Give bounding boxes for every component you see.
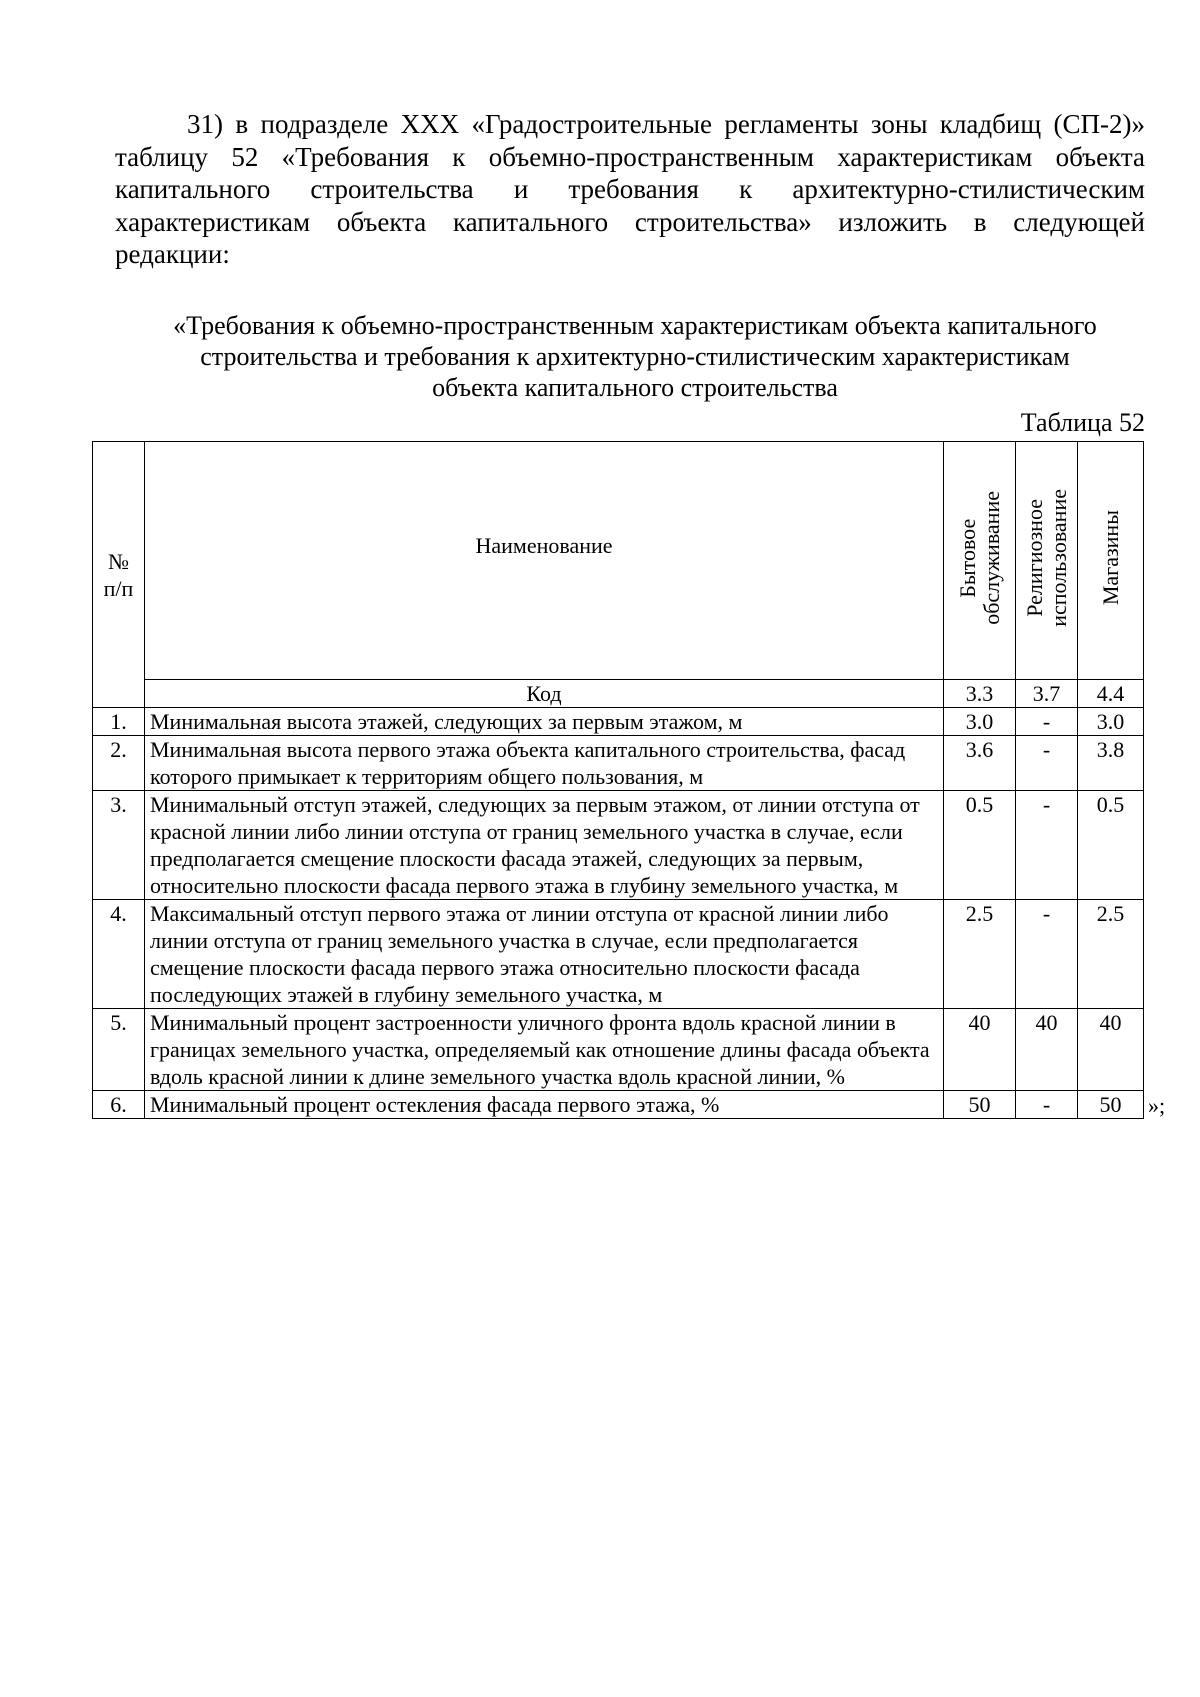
- heading-line-2: строительства и требования к архитектурно-стилистическим характеристикам: [200, 342, 1070, 371]
- row-name: Минимальная высота этажей, следующих за первым этажом, м: [145, 708, 944, 736]
- row-value: 3.8: [1078, 736, 1144, 791]
- table-row: [93, 1009, 1144, 1091]
- row-name: Минимальный процент остекления фасада первого этажа, %: [145, 1091, 944, 1119]
- code-value: 3.7: [1016, 680, 1078, 708]
- table-row: [93, 1091, 1144, 1119]
- header-col-shops: Магазины: [1078, 442, 1144, 680]
- row-number: 2.: [93, 736, 145, 791]
- table-heading: [100, 310, 1170, 403]
- row-value: -: [1016, 736, 1078, 791]
- row-value: 0.5: [1078, 791, 1144, 900]
- code-value: 3.3: [944, 680, 1016, 708]
- intro-paragraph: 31) в подразделе XXX «Градостроительные регламенты зоны кладбищ (СП-2)» таблицу 52 «Требования к объемно-пространственным характеристикам объекта капитального строительства и требования к архитектурно-стилистическим характеристикам объекта капитального строительства» изложить в следующей редакции:: [115, 109, 1145, 269]
- row-value: 0.5: [944, 791, 1016, 900]
- row-name: Минимальная высота первого этажа объекта капитального строительства, фасад которого примыкает к территориям общего пользования, м: [145, 736, 944, 791]
- header-col-household-services: Бытовое обслуживание: [944, 442, 1016, 680]
- row-number: 6.: [93, 1091, 145, 1119]
- row-number: 4.: [93, 900, 145, 1009]
- table-row: [93, 708, 1144, 736]
- row-value: 3.6: [944, 736, 1016, 791]
- row-value: 3.0: [944, 708, 1016, 736]
- row-value: 40: [1016, 1009, 1078, 1091]
- header-number-sign: №: [108, 548, 129, 574]
- row-number: 5.: [93, 1009, 145, 1091]
- row-number: 1.: [93, 708, 145, 736]
- row-value: 3.0: [1078, 708, 1144, 736]
- header-number: [93, 442, 145, 708]
- heading-line-1: «Требования к объемно-пространственным характеристикам объекта капитального: [173, 311, 1097, 340]
- table-row: [93, 900, 1144, 1009]
- row-value: 50: [1078, 1091, 1144, 1119]
- row-value: 2.5: [944, 900, 1016, 1009]
- table-number-label: Таблица 52: [1020, 408, 1145, 437]
- row-value: 40: [1078, 1009, 1144, 1091]
- header-col-religious-use: Религиозное использование: [1016, 442, 1078, 680]
- code-label: Код: [145, 680, 944, 708]
- row-number: 3.: [93, 791, 145, 900]
- closing-quote-mark: »;: [1148, 1092, 1166, 1118]
- row-value: 40: [944, 1009, 1016, 1091]
- row-name: Минимальный отступ этажей, следующих за первым этажом, от линии отступа от красной линии либо линии отступа от границ земельного участка в случае, если предполагается смещение плоскости фасада этажей, следующих за первым, относительно плоскости фасада первого этажа в глубину земельного участка, м: [145, 791, 944, 900]
- heading-line-3: объекта капитального строительства: [432, 373, 838, 402]
- row-value: -: [1016, 791, 1078, 900]
- row-value: -: [1016, 708, 1078, 736]
- table-row: [93, 791, 1144, 900]
- table-row: [93, 736, 1144, 791]
- requirements-table: [92, 441, 1144, 1119]
- row-name: Максимальный отступ первого этажа от линии отступа от красной линии либо линии отступа от границ земельного участка в случае, если предполагается смещение плоскости фасада первого этажа относительно плоскости фасада последующих этажей в глубину земельного участка, м: [145, 900, 944, 1009]
- row-value: -: [1016, 1091, 1078, 1119]
- header-name: Наименование: [145, 442, 944, 680]
- row-value: 50: [944, 1091, 1016, 1119]
- table-header-row: [93, 442, 1144, 680]
- header-number-abbr: п/п: [103, 575, 134, 601]
- row-value: -: [1016, 900, 1078, 1009]
- row-name: Минимальный процент застроенности уличного фронта вдоль красной линии в границах земельного участка, определяемый как отношение длины фасада объекта вдоль красной линии к длине земельного участка вдоль красной линии, %: [145, 1009, 944, 1091]
- row-value: 2.5: [1078, 900, 1144, 1009]
- code-row: [93, 680, 1144, 708]
- code-value: 4.4: [1078, 680, 1144, 708]
